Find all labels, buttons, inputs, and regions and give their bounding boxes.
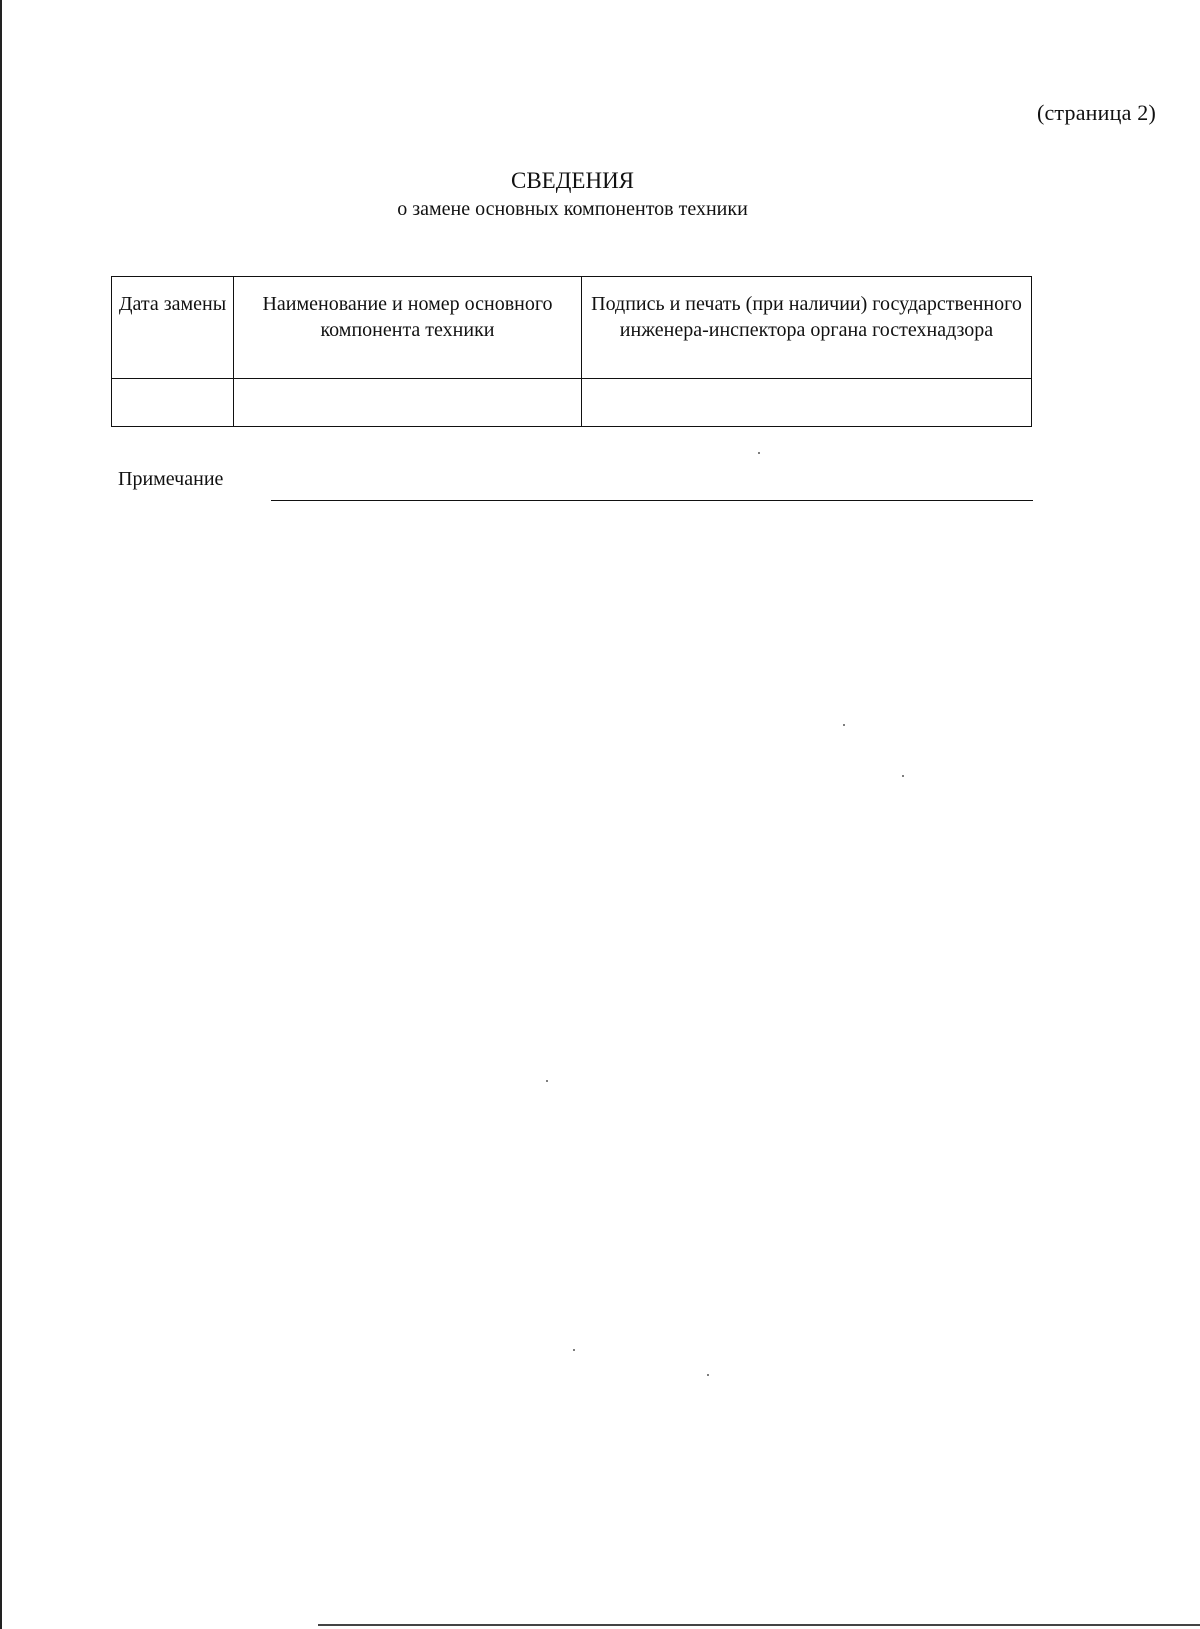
cell-signature[interactable] [582, 379, 1032, 427]
table-row [112, 379, 1032, 427]
scan-speck [843, 724, 845, 726]
page-number: (страница 2) [1036, 100, 1156, 125]
document-title: СВЕДЕНИЯ [510, 168, 635, 193]
note-label: Примечание [118, 468, 224, 490]
replacement-table [111, 276, 1032, 427]
header-signature: Подпись и печать (при наличии) государственного инженера-инспектора органа гостехнадзора [582, 277, 1032, 379]
scan-speck [573, 1349, 575, 1351]
cell-component[interactable] [234, 379, 582, 427]
scan-speck [902, 775, 904, 777]
cell-date[interactable] [112, 379, 234, 427]
scan-speck [707, 1374, 709, 1376]
scan-bottom-edge [318, 1624, 1200, 1626]
scan-speck [546, 1080, 548, 1082]
table-header-row [112, 277, 1032, 379]
header-component: Наименование и номер основного компонента техники [234, 277, 582, 379]
scan-left-edge [0, 0, 2, 1629]
header-date: Дата замены [112, 277, 234, 379]
scan-speck [758, 452, 760, 454]
document-subtitle: о замене основных компонентов техники [397, 198, 748, 220]
note-field[interactable] [271, 500, 1033, 501]
